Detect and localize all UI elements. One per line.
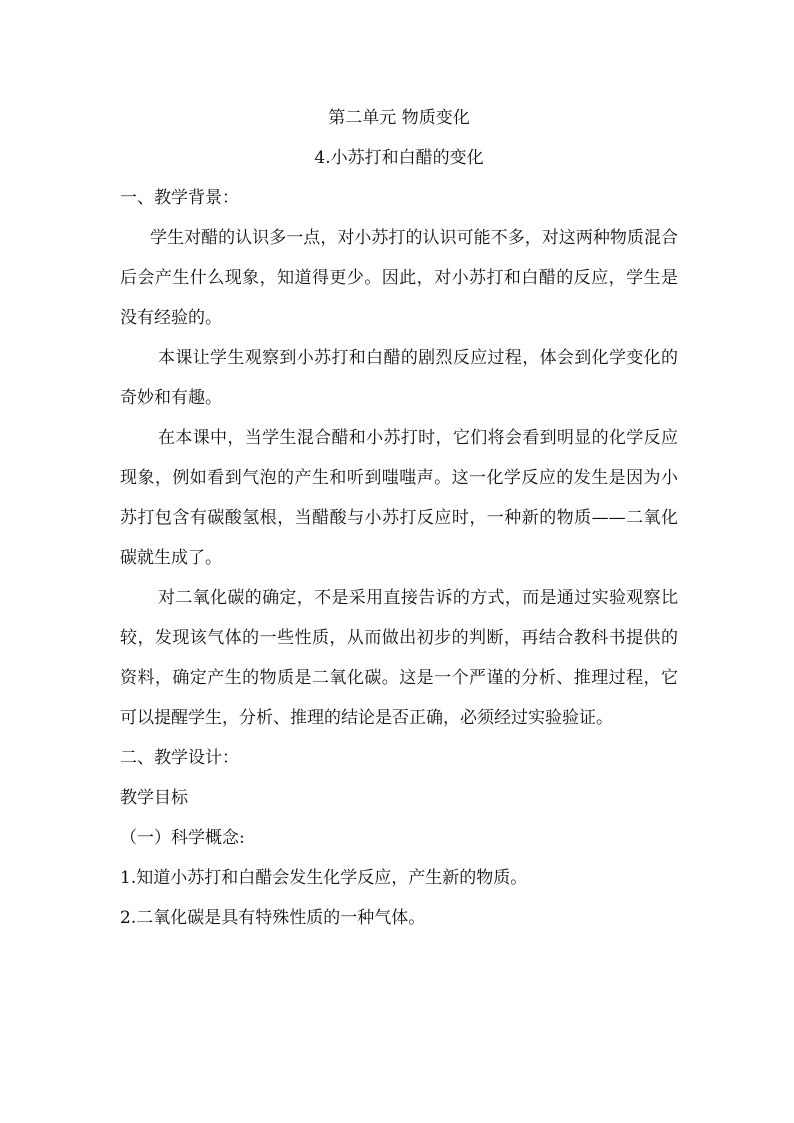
lesson-title: 4.小苏打和白醋的变化: [314, 148, 484, 168]
list-item: 1.知道小苏打和白醋会发生化学反应，产生新的物质。: [120, 868, 528, 888]
subsection-heading-concepts: （一）科学概念:: [120, 828, 245, 848]
paragraph-2: 本课让学生观察到小苏打和白醋的剧烈反应过程，体会到化学变化的奇妙和有趣。: [120, 348, 678, 408]
goals-heading: 教学目标: [120, 788, 188, 808]
section-heading-design: 二、教学设计：: [120, 748, 239, 768]
paragraph-3: 在本课中，当学生混合醋和小苏打时，它们将会看到明显的化学反应现象，例如看到气泡的产生和听到嗤嗤声。这一化学反应的发生是因为小苏打包含有碳酸氢根，当醋酸与小苏打反应时，一种新的物质——二氧化碳就生成了。: [120, 428, 678, 568]
unit-title: 第二单元 物质变化: [328, 108, 470, 128]
paragraph-4: 对二氧化碳的确定，不是采用直接告诉的方式，而是通过实验观察比较，发现该气体的一些性质，从而做出初步的判断，再结合教科书提供的资料，确定产生的物质是二氧化碳。这是一个严谨的分析、推理过程，它可以提醒学生，分析、推理的结论是否正确，必须经过实验验证。: [120, 588, 678, 728]
list-item: 2.二氧化碳是具有特殊性质的一种气体。: [120, 908, 426, 928]
document-page: [120, 98, 678, 938]
section-heading-background: 一、教学背景：: [120, 188, 239, 208]
paragraph-1: 学生对醋的认识多一点，对小苏打的认识可能不多，对这两种物质混合后会产生什么现象，知道得更少。因此，对小苏打和白醋的反应，学生是没有经验的。: [120, 228, 678, 328]
